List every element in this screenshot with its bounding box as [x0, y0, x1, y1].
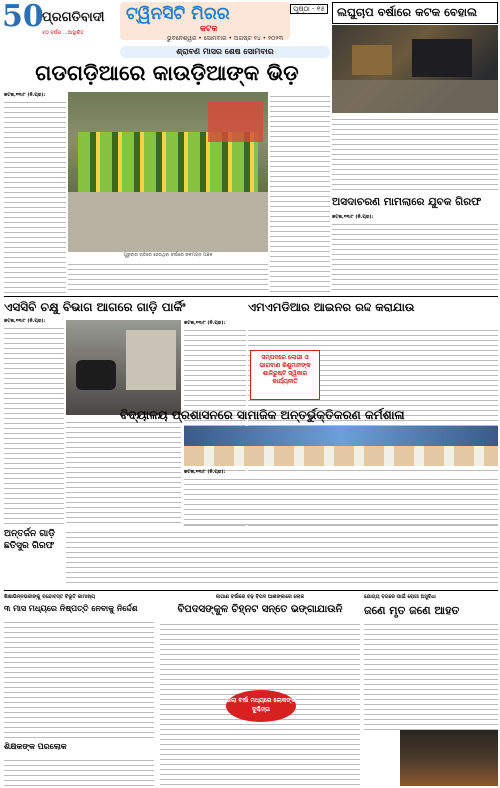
strip-mid-kicker: ଲଗାଣ ବର୍ଷାରେ ବଢ଼ ବିପଦ ଆଶଙ୍କାରେ ଲୋକ	[215, 594, 305, 600]
masthead-logo	[2, 2, 120, 42]
story4-photo-workshop	[184, 426, 498, 466]
story2-body	[4, 324, 64, 524]
story2-headline: ଏସସିବି ଚକ୍ଷୁ ବିଭାଗ ଆଗରେ ଗାଡ଼ି ପାର୍କିଂ	[4, 300, 186, 314]
strip-left-headline: ୩ ମାସ ମଧ୍ୟରେ ନିଷ୍ପତ୍ତି ନେବାକୁ ନିର୍ଦ୍ଦେଶ	[4, 604, 138, 613]
lead-column-1	[4, 92, 66, 292]
strip-right-body	[364, 620, 498, 730]
section-divider-2	[4, 590, 498, 591]
story2-body-lower	[66, 418, 181, 524]
lead-photo-kanwariya	[68, 92, 268, 252]
lead-headline: ଗଡଗଡ଼ିଆରେ କାଉଡ଼ିଆଙ୍କ ଭିଡ଼	[35, 61, 299, 85]
tagline: ୫୦ ବର୍ଷର ...ଆସ୍ଥାରିତ	[42, 30, 85, 36]
strip-mid-callout: ଭଲା ବର୍ଷା ମଧ୍ୟରେ ଲୋକଙ୍କ ଦୁଶ୍ଚିନ୍ତା	[226, 690, 296, 722]
story2-photo-parking	[66, 320, 181, 415]
side-story-body	[66, 528, 498, 586]
lead-body-lower	[68, 260, 268, 292]
mid-right-body	[332, 220, 498, 292]
supplement-city: କଟକ	[200, 24, 218, 33]
lead-column-2	[270, 92, 330, 292]
section-divider	[4, 296, 498, 297]
page-number: ପୃଷ୍ଠା - ୧୫	[290, 4, 328, 14]
strip-left-kicker: ଶିକ୍ଷାଭିନ୍ନଭରୀଙ୍କୁ ବନ୍ଦୋବସ୍ତ ବିଭୂତି କାମାଖ୍ୟ	[4, 594, 96, 600]
lead-kicker: ଶ୍ରାବଣ ମାସର ଶେଷ ସୋମବାର	[120, 46, 330, 58]
supplement-title: ଟ୍ୱିନସିଟି ମିରର	[126, 4, 230, 24]
bottom-left-body	[4, 756, 154, 786]
mid-right-headline: ଅସଦାଚରଣ ମାମଲାରେ ଯୁବକ ଗିରଫ	[332, 196, 482, 208]
story4-body	[184, 475, 498, 525]
flood-photo	[332, 25, 498, 113]
lead-photo-caption: ଗୁରୁବାର ରାତିରେ ହେଉଥିବା ବର୍ଷାରେ ଜଳମଗ୍ନ ଅଞ୍ଚଳ	[123, 253, 213, 258]
flood-body-text	[332, 115, 498, 190]
lead-byline: କଟକ,୧୩/୮ (ନି.ପ୍ର):	[4, 93, 46, 98]
top-right-headline: ଲଘୁଚାପ ବର୍ଷାରେ କଟକ ବେହାଲ	[337, 5, 478, 19]
story4-byline: କଟକ,୧୩/୮ (ନି.ପ୍ର):	[184, 470, 226, 475]
strip-left-body	[4, 618, 154, 738]
bottom-left-headline: ଶିକ୍ଷକଙ୍କ ପରଲୋକ	[4, 742, 67, 751]
top-right-headline-box	[332, 2, 498, 24]
story3-byline: କଟକ,୧୩/୮ (ନି.ପ୍ର):	[184, 321, 226, 326]
story3-headline: ଏମଏମଡିଆର ଆଇନର ରଦ୍ଦ କରାଯାଉ	[248, 300, 415, 314]
story4-headline: ବିଦ୍ୟାଳୟ ପ୍ରଶାସନରେ ସାମାଜିକ ଅନ୍ତର୍ଭୁକ୍ତିକରଣ କର୍ମଶାଳା	[120, 408, 405, 422]
mid-right-byline: କଟକ,୧୩/୮ (ନି.ପ୍ର):	[332, 215, 374, 220]
brand-name: ପ୍ରଗତିବାଦୀ	[42, 10, 105, 25]
strip-right-photo	[400, 730, 498, 786]
side-story-headline: ଅନ୍ତର୍ଜନ ଗାଡ଼ି ଛତିସୁର ଗିରଫ	[4, 529, 55, 551]
lead-body-text	[4, 98, 66, 293]
strip-mid-headline: ବିପଦସଙ୍କୁଳ ଚିହ୍ନଟ ସନ୍ତେ ଭଙ୍ଗାଯାଉନି	[177, 604, 343, 615]
dateline: ଭୁବନେଶ୍ୱର • ସୋମବାର • ଅଗଷ୍ଟ ୧୪ • ୨୦୨୩	[166, 35, 284, 42]
strip-right-headline: ଜଣେ ମୃତ ଜଣେ ଆହତ	[364, 604, 460, 617]
fifty-years-mark: 50	[2, 0, 44, 34]
strip-right-kicker: ଯୋଗ୍ୟ ବଗରେ ପାଇଁ ରୋଗୀ ଅସୁବିଧା	[364, 594, 436, 600]
story3-callout: ସମ୍ପଦରେ ଲୋଭୀ ଓ ଭାଗବାଣ ଶିଶୁମାନଙ୍କ ଶାଳିରୁଷ୍ଟି ସ୍ୱିକାର କାର୍ଯ୍ୟନୀତି	[250, 350, 320, 400]
story2-byline: କଟକ,୧୩/୮ (ନି.ପ୍ର):	[4, 319, 46, 324]
